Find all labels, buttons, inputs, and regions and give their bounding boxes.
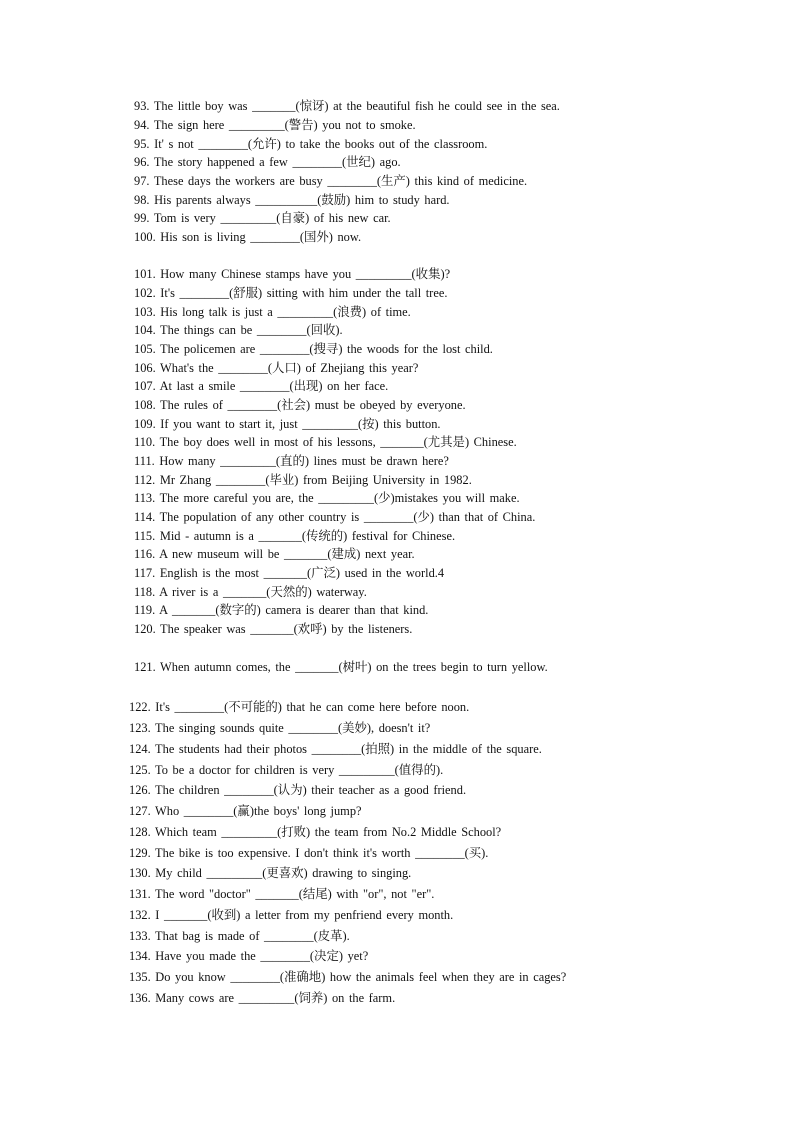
exercise-line: 95. It' s not ________(允许) to take the books out of the classroom. <box>134 137 488 151</box>
exercise-line: 106. What's the ________(人口) of Zhejiang this year? <box>134 361 419 375</box>
exercise-line: 135. Do you know ________(准确地) how the animals feel when they are in cages? <box>129 970 567 984</box>
exercise-line: 102. It's ________(舒服) sitting with him under the tall tree. <box>134 286 448 300</box>
exercise-line: 110. The boy does well in most of his lessons, _______(尤其是) Chinese. <box>134 435 517 449</box>
exercise-line: 96. The story happened a few ________(世纪) ago. <box>134 155 401 169</box>
exercise-line: 130. My child _________(更喜欢) drawing to singing. <box>129 866 412 880</box>
exercise-line: 132. I _______(收到) a letter from my penfriend every month. <box>129 908 454 922</box>
exercise-line: 94. The sign here _________(警告) you not to smoke. <box>134 118 416 132</box>
exercise-line: 93. The little boy was _______(惊讶) at the beautiful fish he could see in the sea. <box>134 99 560 113</box>
exercise-line: 118. A river is a _______(天然的) waterway. <box>134 585 367 599</box>
exercise-line: 115. Mid - autumn is a _______(传统的) festival for Chinese. <box>134 529 456 543</box>
exercise-line: 119. A _______(数字的) camera is dearer than that kind. <box>134 603 429 617</box>
exercise-line: 109. If you want to start it, just _________(按) this button. <box>134 417 441 431</box>
exercise-line: 124. The students had their photos ________(拍照) in the middle of the square. <box>129 742 542 756</box>
exercise-line: 134. Have you made the ________(决定) yet? <box>129 949 369 963</box>
exercise-line: 133. That bag is made of ________(皮革). <box>129 929 350 943</box>
exercise-line: 107. At last a smile ________(出现) on her face. <box>134 379 389 393</box>
exercise-line: 121. When autumn comes, the _______(树叶) on the trees begin to turn yellow. <box>134 660 548 674</box>
exercise-line: 97. These days the workers are busy ________(生产) this kind of medicine. <box>134 174 528 188</box>
exercise-line: 100. His son is living ________(国外) now. <box>134 230 362 244</box>
exercise-line: 105. The policemen are ________(搜寻) the woods for the lost child. <box>134 342 493 356</box>
exercise-line: 111. How many _________(直的) lines must be drawn here? <box>134 454 449 468</box>
exercise-line: 126. The children ________(认为) their teacher as a good friend. <box>129 783 467 797</box>
exercise-line: 104. The things can be ________(回收). <box>134 323 343 337</box>
exercise-line: 99. Tom is very _________(自豪) of his new car. <box>134 211 391 225</box>
exercise-line: 122. It's ________(不可能的) that he can come here before noon. <box>129 700 470 714</box>
exercise-line: 103. His long talk is just a _________(浪费) of time. <box>134 305 411 319</box>
exercise-line: 116. A new museum will be _______(建成) next year. <box>134 547 415 561</box>
exercise-line: 120. The speaker was _______(欢呼) by the listeners. <box>134 622 413 636</box>
exercise-line: 98. His parents always __________(鼓励) him to study hard. <box>134 193 450 207</box>
exercise-line: 123. The singing sounds quite ________(美妙), doesn't it? <box>129 721 431 735</box>
exercise-line: 125. To be a doctor for children is very _________(值得的). <box>129 763 444 777</box>
exercise-line: 131. The word "doctor" _______(结尾) with "or", not "er". <box>129 887 435 901</box>
exercise-line: 101. How many Chinese stamps have you _________(收集)? <box>134 267 451 281</box>
exercise-line: 128. Which team _________(打败) the team from No.2 Middle School? <box>129 825 502 839</box>
exercise-line: 114. The population of any other country is ________(少) than that of China. <box>134 510 536 524</box>
exercise-line: 136. Many cows are _________(饲养) on the farm. <box>129 991 396 1005</box>
exercise-line: 108. The rules of ________(社会) must be obeyed by everyone. <box>134 398 466 412</box>
exercise-line: 113. The more careful you are, the _________(少)mistakes you will make. <box>134 491 520 505</box>
exercise-line: 112. Mr Zhang ________(毕业) from Beijing University in 1982. <box>134 473 472 487</box>
exercise-line: 129. The bike is too expensive. I don't think it's worth ________(买). <box>129 846 489 860</box>
exercise-line: 117. English is the most _______(广泛) used in the world.4 <box>134 566 445 580</box>
exercise-line: 127. Who ________(赢)the boys' long jump? <box>129 804 362 818</box>
